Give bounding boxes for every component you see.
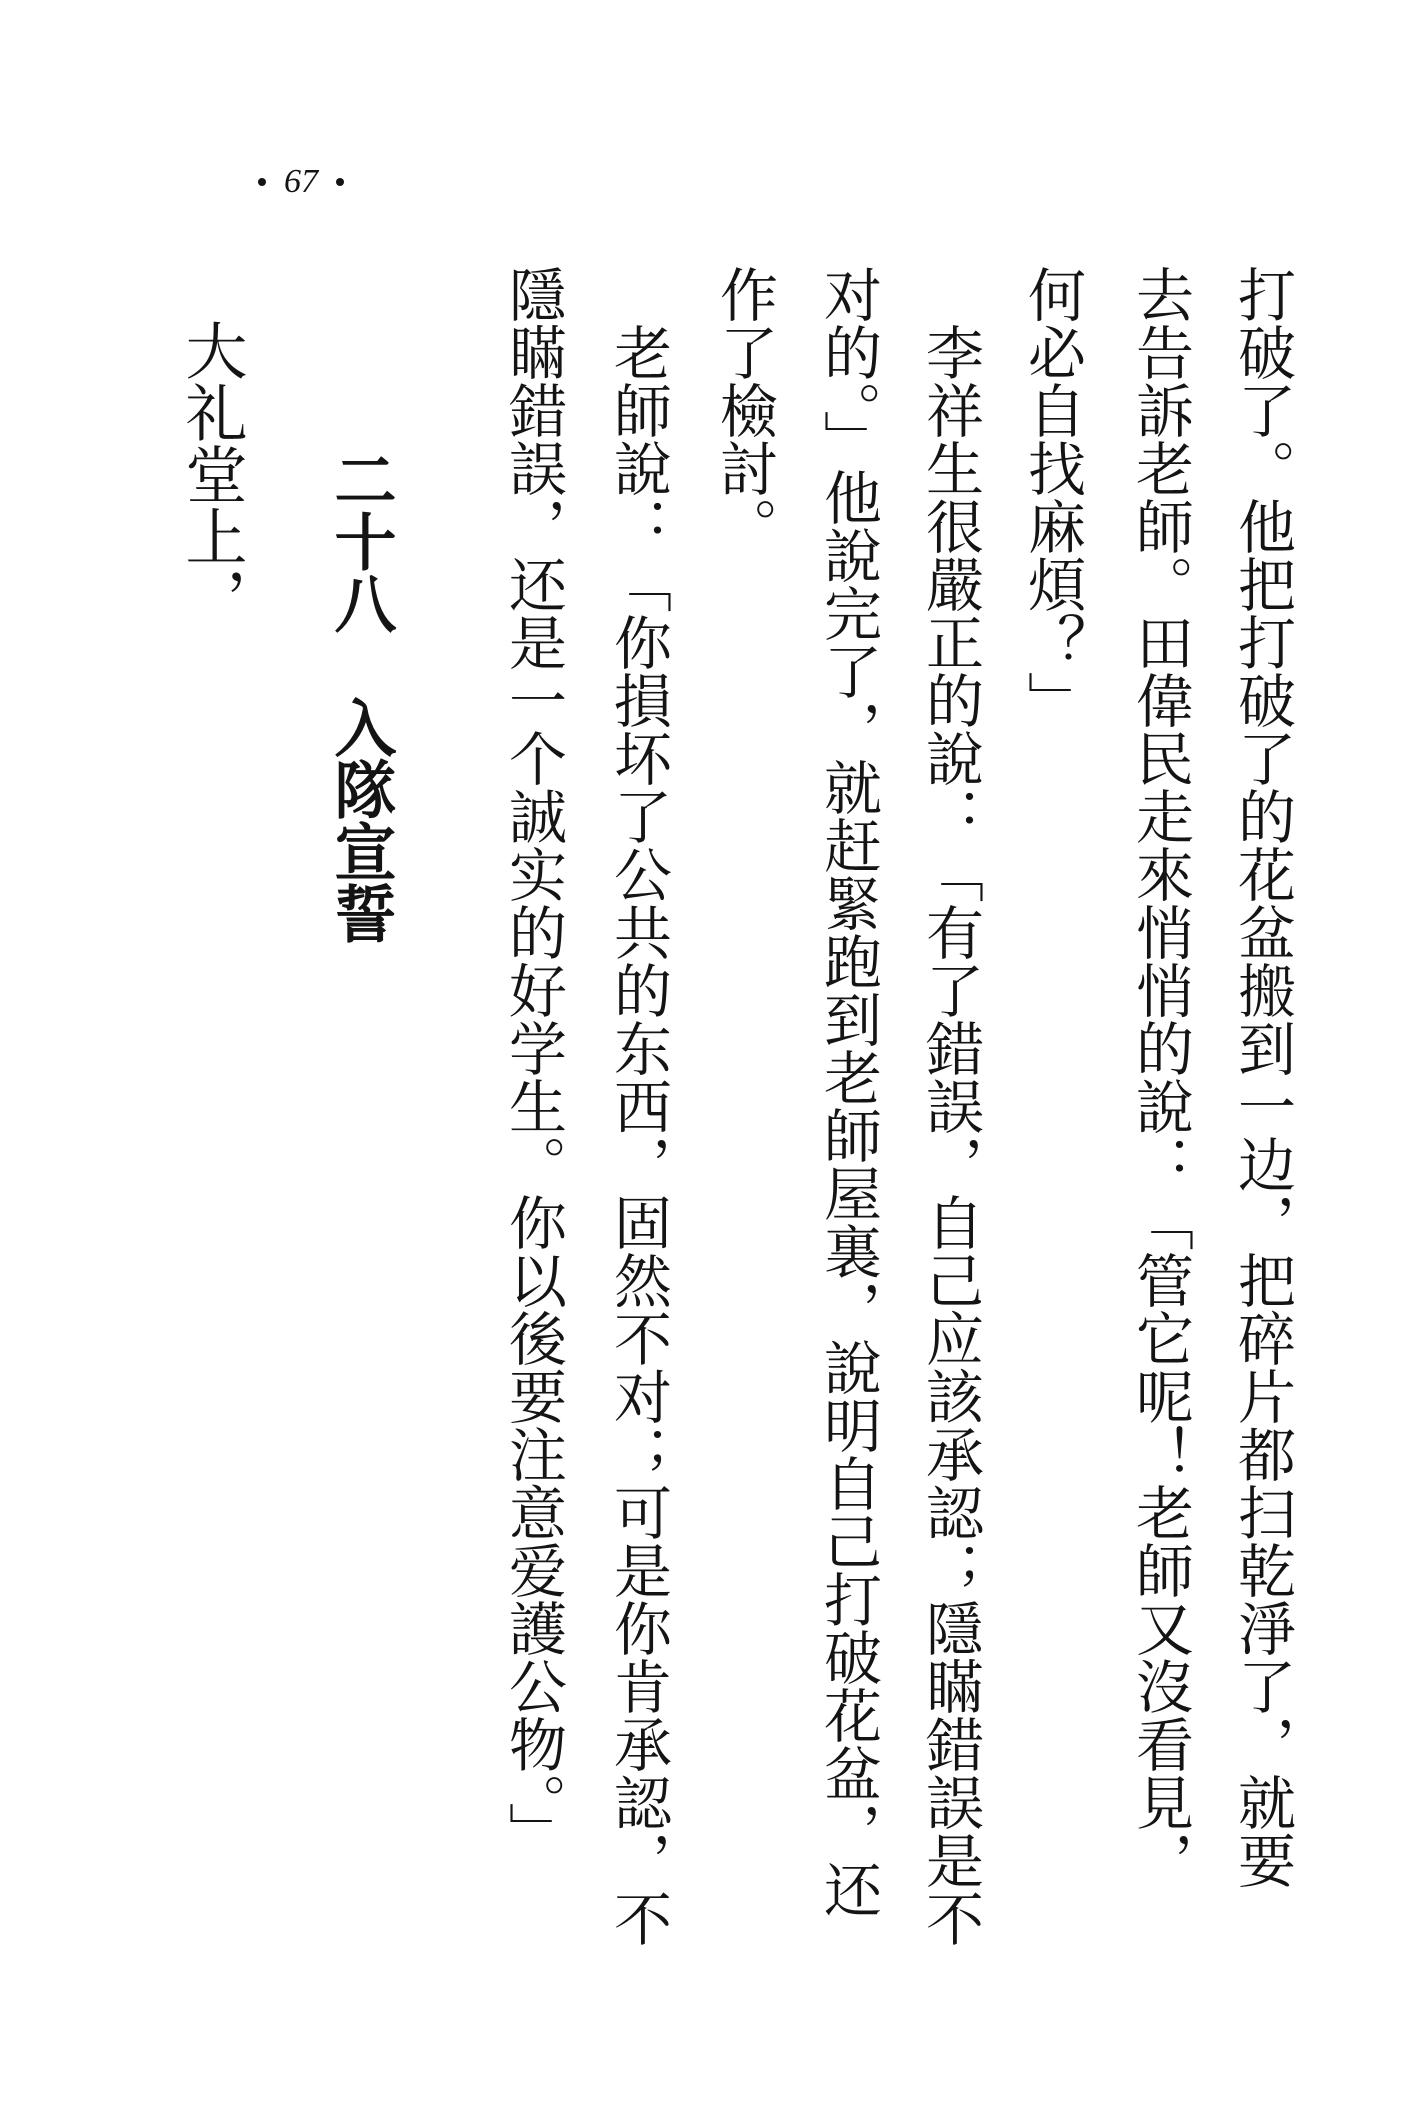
chapter-first-line: 大礼堂上， (175, 319, 248, 629)
bullet-dot-left (258, 178, 266, 186)
text-column: 作了檢討。 (710, 265, 778, 555)
bullet-dot-right (336, 178, 344, 186)
text-column: 打破了。他把打破了的花盆搬到一边，把碎片都扫乾淨了，就要 (1228, 265, 1296, 1889)
text-column: 李祥生很嚴正的說：「有了錯誤，自己应該承認；隱瞞錯誤是不 (916, 323, 984, 1947)
text-column: 对的。」他說完了，就赶緊跑到老師屋裏，說明自己打破花盆，还 (814, 265, 882, 1918)
chapter-number: 二十八 (324, 448, 397, 634)
text-column: 隱瞞錯誤，还是一个誠实的好学生。你以後要注意爱護公物。」 (499, 265, 567, 1860)
text-column: 去告訴老師。田偉民走來悄悄的說：「管它呢！老師又沒看見， (1126, 265, 1194, 1889)
page-number (236, 160, 366, 204)
text-column: 老師說：「你損坏了公共的东西，固然不对；可是你肯承認，不 (604, 323, 672, 1947)
page-number-text: 67 (284, 163, 318, 200)
text-column: 何必自找麻煩？」 (1018, 265, 1086, 729)
chapter-title: 入隊宣誓 (324, 696, 397, 944)
chapter-heading (324, 448, 397, 944)
